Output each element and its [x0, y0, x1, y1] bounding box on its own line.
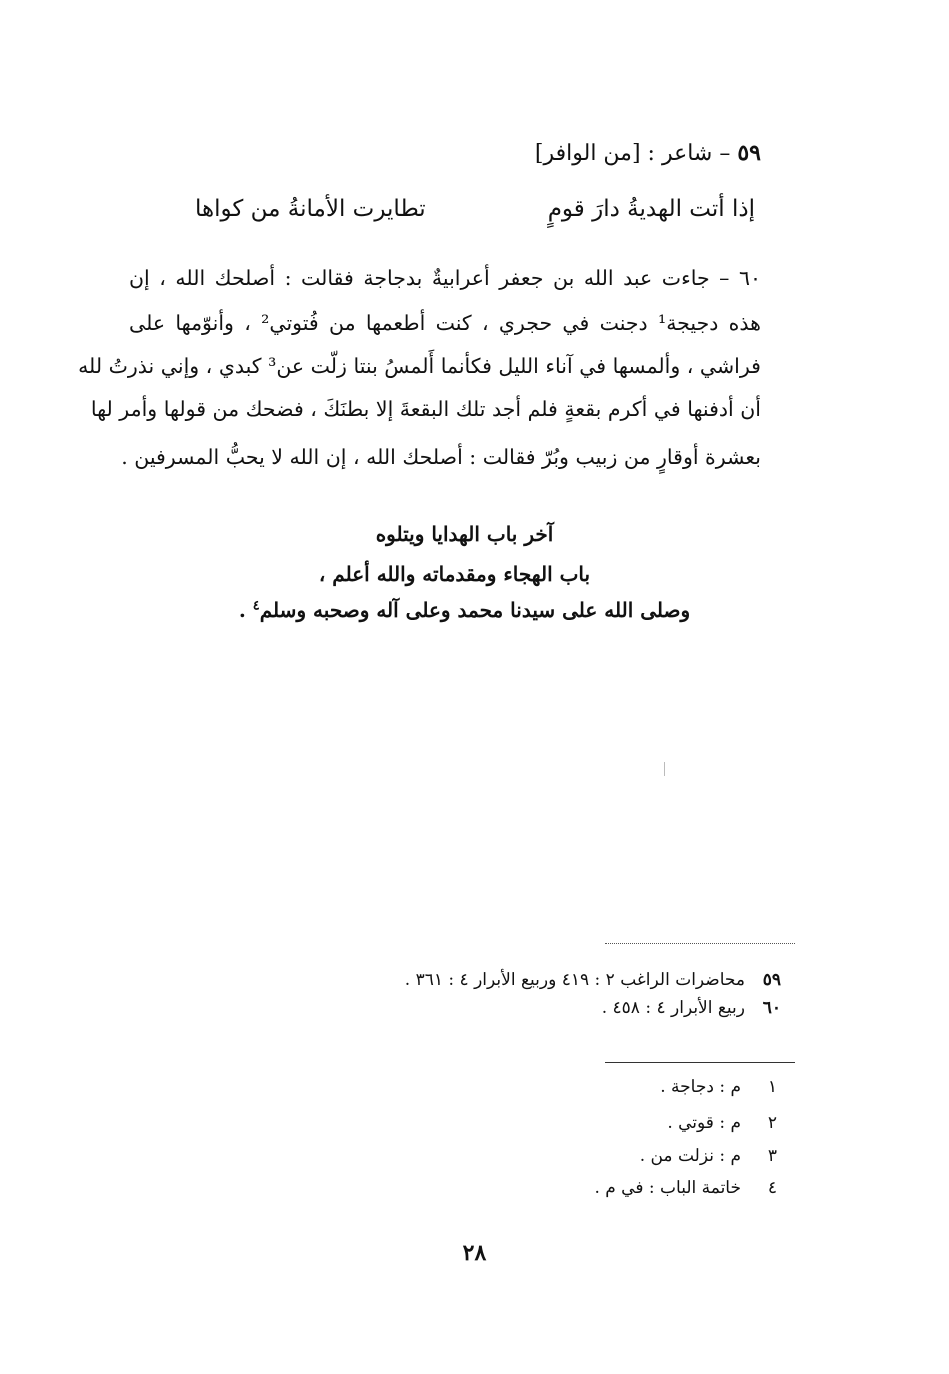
entry-59-dash: –	[712, 141, 738, 166]
source-number: ٦٠	[762, 998, 781, 1018]
entry-60-line-5: بعشرة أوقارٍ من زبيب وبُرّ فقالت : أصلحك الله ، إن الله لا يحبُّ المسرفين .	[121, 445, 761, 469]
footnote-number: ٣	[767, 1146, 777, 1166]
poem-first-hemistich: إذا أتت الهديةُ دارَ قومٍ	[547, 196, 755, 222]
scan-speck	[664, 762, 665, 776]
footnote-separator	[605, 1062, 795, 1063]
entry-59-number: ٥٩	[737, 140, 761, 166]
footnote-3	[640, 1146, 777, 1166]
footnote-1	[660, 1077, 777, 1097]
source-reference-60	[602, 998, 781, 1018]
closing-line-3-text: وصلى الله على سيدنا محمد وعلى آله وصحبه وسلم	[259, 598, 691, 622]
entry-60-line-4: أن أدفنها في أكرم بقعةٍ فلم أجد تلك البقعةَ إلا بطنَكَ ، فضحك من قولها وأمر لها	[90, 397, 761, 421]
footnote-text: خاتمة الباب : في م .	[594, 1178, 741, 1198]
footnote-number: ١	[767, 1077, 777, 1097]
page-number: ٢٨	[462, 1240, 487, 1266]
closing-line-3-end: .	[238, 598, 246, 622]
footnote-marker-4: ٤	[252, 598, 260, 614]
entry-60-line-1: ٦٠ – جاءت عبد الله بن جعفر أعرابيةٌ بدجاجة فقالت : أصلحك الله ، إن	[129, 266, 761, 290]
closing-line-1: آخر باب الهدايا ويتلوه	[375, 522, 554, 546]
source-text: محاضرات الراغب ٢ : ٤١٩ وربيع الأبرار ٤ : ٣٦١ .	[404, 970, 745, 990]
entry-60-line-2: هذه دجيجة¹ دجنت في حجري ، كنت أطعمها من فُتوتي² ، وأنوّمها على	[129, 311, 761, 335]
poem-verse	[195, 196, 755, 222]
entry-59-text: شاعر : [من الوافر]	[534, 141, 713, 166]
footnote-text: م : قوتي .	[667, 1113, 741, 1133]
footnote-text: م : دجاجة .	[660, 1077, 741, 1097]
poem-second-hemistich: تطايرت الأمانةُ من كواها	[195, 196, 426, 222]
source-text: ربيع الأبرار ٤ : ٤٥٨ .	[601, 998, 745, 1018]
source-number: ٥٩	[762, 970, 781, 990]
footnote-2	[667, 1113, 777, 1133]
entry-60-line-3: فراشي ، وألمسها في آناء الليل فكأنما أَلمسُ بنتا زلّت عن³ كبدي ، وإني نذرتُ لله	[78, 354, 761, 378]
entry-59-heading	[535, 140, 761, 166]
footnote-number: ٤	[767, 1178, 777, 1198]
closing-line-3	[0, 598, 939, 622]
footnote-4	[594, 1178, 777, 1198]
dotted-separator	[605, 943, 795, 944]
closing-line-2: باب الهجاء ومقدماته والله أعلم ،	[318, 562, 591, 586]
footnote-number: ٢	[767, 1113, 777, 1133]
source-reference-59	[405, 970, 781, 990]
footnote-text: م : نزلت من .	[639, 1146, 741, 1166]
